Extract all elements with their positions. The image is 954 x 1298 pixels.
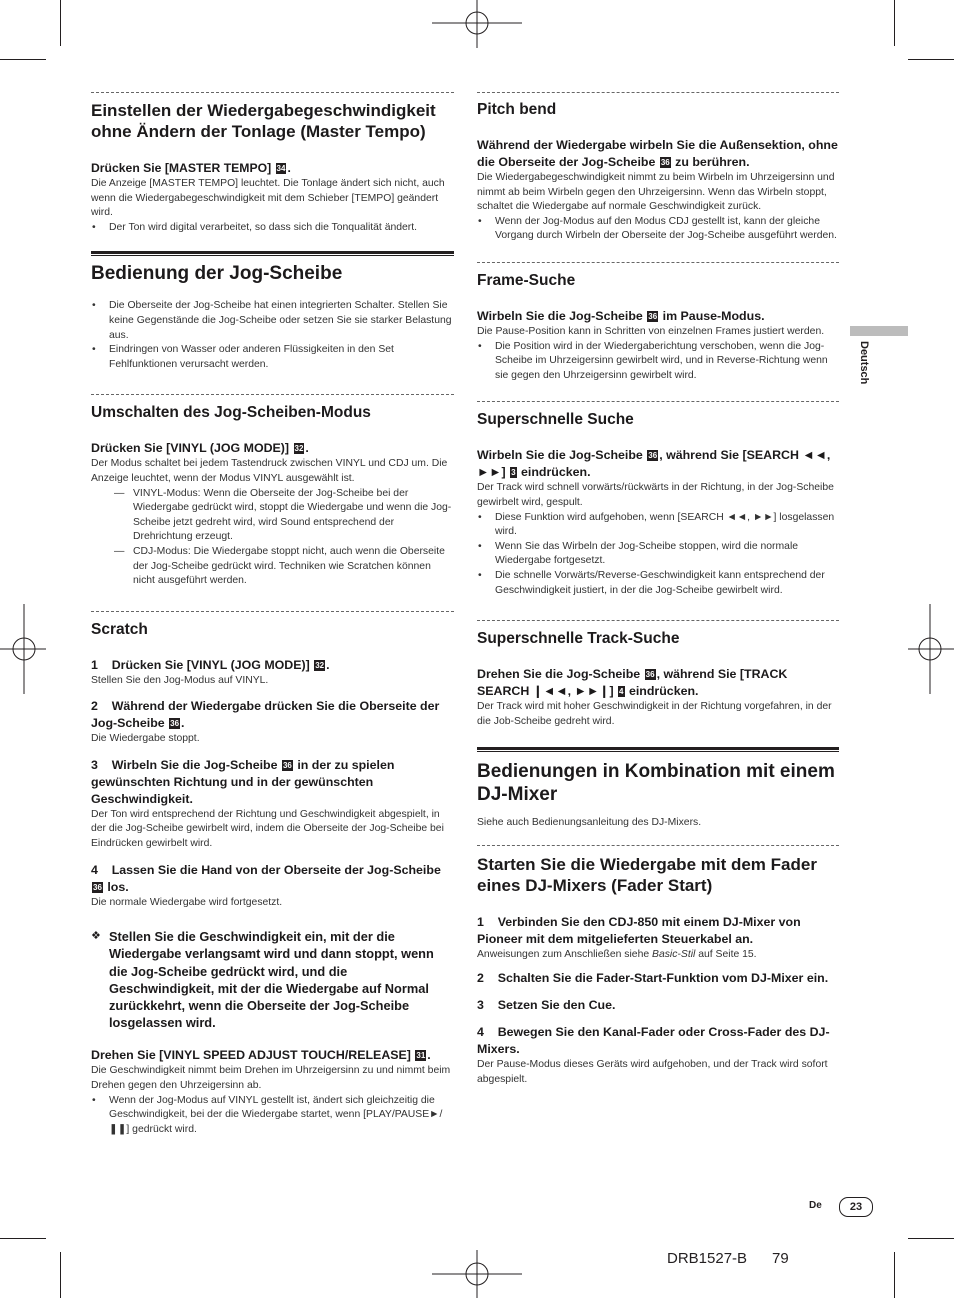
master-tempo-lead: Drücken Sie [MASTER TEMPO] 34 . bbox=[91, 161, 291, 175]
registration-mark-top bbox=[432, 0, 522, 50]
jog-mode-body: Der Modus schaltet bei jedem Tastendruck zwischen VINYL und CDJ um. Die Anzeige leuchtet, wenn der Modus VINYL ausgewählt ist. bbox=[91, 458, 448, 484]
jog-bullet: • Die Oberseite der Jog-Scheibe hat einen integrierten Schalter. Stellen Sie keine Gegenstände die Jog-Scheibe oder setzen Sie sie starker Belastung aus. bbox=[91, 299, 454, 343]
frame-bullet: • Die Position wird in der Wiedergaberichtung verschoben, wenn die Jog-Scheibe im Uhrzeigersinn gewirbelt wird, und in Reverse-Richtung wenn sie gegen den Uhrzeigersinn gewirbelt wird. bbox=[477, 340, 839, 384]
side-tab-bar bbox=[850, 326, 908, 336]
master-tempo-heading: Einstellen der Wiedergabegeschwindigkeit ohne Ändern der Tonlage (Master Tempo) bbox=[91, 101, 436, 141]
frame-lead: Wirbeln Sie die Jog-Scheibe 36 im Pause-Modus. bbox=[477, 308, 765, 323]
pitch-body: Die Wiedergabegeschwindigkeit nimmt zu beim Wirbeln im Uhrzeigersinn und nimmt ab beim Wirbeln gegen den Uhrzeigersinn. Wenn das Wirbeln stoppt, schaltet die Wiedergabe auf normale Geschwindigkeit zurück. bbox=[477, 172, 835, 213]
registration-mark-bottom bbox=[432, 1250, 522, 1298]
frame-heading: Frame-Suche bbox=[477, 271, 576, 289]
frame-section bbox=[477, 271, 839, 383]
super-body: Der Track wird schnell vorwärts/rückwärts in der Richtung, in der Jog-Scheibe gewirbelt wird, gespult. bbox=[477, 482, 834, 508]
fader-step: 4 Bewegen Sie den Kanal-Fader oder Cross-Fader des DJ-Mixers. Der Pause-Modus dieses Geräts wird aufgehoben, und der Track wird sofort abgespielt. bbox=[477, 1025, 830, 1086]
jog-bullet: • Eindringen von Wasser oder anderen Flüssigkeiten in den Set Fehlfunktionen verursacht werden. bbox=[91, 343, 454, 372]
super-bullet: • Wenn Sie das Wirbeln der Jog-Scheibe stoppen, wird die normale Wiedergabe fortgesetzt. bbox=[477, 540, 839, 569]
super-bullet: • Diese Funktion wird aufgehoben, wenn [SEARCH ◄◄, ►►] losgelassen wird. bbox=[477, 511, 839, 540]
super-heading: Superschnelle Suche bbox=[477, 411, 634, 429]
scratch-step: 4 Lassen Sie die Hand von der Oberseite der Jog-Scheibe 36 los. Die normale Wiedergabe wird fortgesetzt. bbox=[91, 862, 441, 908]
jog-mode-section bbox=[91, 403, 454, 588]
pitch-section bbox=[477, 100, 839, 244]
scratch-step: 3 Wirbeln Sie die Jog-Scheibe 36 in der zu spielen gewünschten Richtung und in der gewünschten Geschwindigkeit. Der Ton wird entsprechend der Richtung und Geschwindigkeit abgespielt, in der die Jog-Scheibe gewirbelt wird, indem die Oberseite der Jog-Scheibe bei Eindrücken gewirbelt wird. bbox=[91, 757, 444, 850]
super-bullet: • Die schnelle Vorwärts/Reverse-Geschwindigkeit kann entsprechend der Geschwindigkeit justiert, in der die Jog-Scheibe gewirbelt wird. bbox=[477, 569, 839, 598]
pitch-lead: Während der Wiedergabe wirbeln Sie die Außensektion, ohne die Oberseite der Jog-Scheibe 36 zu berühren. bbox=[477, 138, 838, 169]
jog-mode-dash: — VINYL-Modus: Wenn die Oberseite der Jog-Scheibe bei der Wiedergabe gedrückt wird, stoppt die Wiedergabe und wenn die Jog-Scheibe jetzt gedreht wird, wird Sound entsprechend der Drehrichtung erzeugt. bbox=[91, 487, 454, 545]
scratch-step: 2 Während der Wiedergabe drücken Sie die Oberseite der Jog-Scheibe 36 . Die Wiedergabe stoppt. bbox=[91, 699, 440, 745]
mixer-section bbox=[477, 760, 839, 831]
master-tempo-bullet: • Der Ton wird digital verarbeitet, so dass sich die Tonqualität ändert. bbox=[91, 221, 454, 236]
scratch-tip: ❖ Stellen Sie die Geschwindigkeit ein, mit der die Wiedergabe verlangsamt wird und dann stoppt, wenn die Jog-Scheibe gedrückt wird, und die Geschwindigkeit, mit der die Wiedergabe auf Normal zurückkehrt, wenn die Oberseite der Jog-Scheibe losgelassen wird. bbox=[91, 928, 454, 1031]
scratch-step: 1 Drücken Sie [VINYL (JOG MODE)] 32 . Stellen Sie den Jog-Modus auf VINYL. bbox=[91, 657, 330, 686]
track-body: Der Track wird mit hoher Geschwindigkeit in der Richtung vorgefahren, in der die Job-Scheibe gedreht wird. bbox=[477, 701, 832, 727]
scratch-heading: Scratch bbox=[91, 620, 148, 638]
track-section bbox=[477, 629, 839, 729]
fader-section bbox=[477, 854, 839, 1088]
track-heading: Superschnelle Track-Suche bbox=[477, 630, 680, 648]
master-tempo-body: Die Anzeige [MASTER TEMPO] leuchtet. Die Tonlage ändert sich nicht, auch wenn die Wiedergabegeschwindigkeit mit dem Schieber [TEMPO] geändert wird. bbox=[91, 178, 445, 219]
fader-step: 2 Schalten Sie die Fader-Start-Funktion vom DJ-Mixer ein. bbox=[477, 971, 829, 986]
pitch-bullet: • Wenn der Jog-Modus auf den Modus CDJ gestellt ist, kann der gleiche Vorgang durch Wirbeln der Oberseite der Jog-Scheibe ausgeführt werden. bbox=[477, 215, 839, 244]
jog-section bbox=[91, 262, 454, 372]
footer-lang: De bbox=[809, 1200, 822, 1211]
speed-adjust-body: Die Geschwindigkeit nimmt beim Drehen im Uhrzeigersinn zu und nimmt beim Drehen gegen den Uhrzeigersinn ab. bbox=[91, 1065, 451, 1092]
frame-body: Die Pause-Position kann in Schritten von einzelnen Frames justiert werden. bbox=[477, 325, 825, 337]
footer-total-page: 79 bbox=[772, 1250, 789, 1267]
footer-page-number: 23 bbox=[839, 1197, 873, 1217]
track-lead: Drehen Sie die Jog-Scheibe 36 , während Sie [TRACK SEARCH ❙◄◄, ►►❙] 4 eindrücken. bbox=[477, 667, 788, 699]
pitch-heading: Pitch bend bbox=[477, 101, 557, 118]
master-tempo-section bbox=[91, 100, 454, 235]
jog-heading: Bedienung der Jog-Scheibe bbox=[91, 263, 343, 285]
mixer-body: Siehe auch Bedienungsanleitung des DJ-Mixers. bbox=[477, 817, 702, 829]
fader-heading: Starten Sie die Wiedergabe mit dem Fader eines DJ-Mixers (Fader Start) bbox=[477, 854, 817, 895]
left-column bbox=[91, 86, 454, 1137]
registration-mark-left bbox=[0, 604, 48, 694]
jog-mode-lead: Drücken Sie [VINYL (JOG MODE)] 32 . bbox=[91, 441, 309, 456]
jog-mode-heading: Umschalten des Jog-Scheiben-Modus bbox=[91, 404, 371, 422]
fader-step: 1 Verbinden Sie den CDJ-850 mit einem DJ-Mixer von Pioneer mit dem mitgelieferten Steuerkabel an. Anweisungen zum Anschließen siehe Basic-Stil auf Seite 15. bbox=[477, 914, 801, 960]
super-lead: Wirbeln Sie die Jog-Scheibe 36 , während Sie [SEARCH ◄◄, ►►] 3 eindrücken. bbox=[477, 448, 831, 480]
speed-adjust-bullet: • Wenn der Jog-Modus auf VINYL gestellt ist, ändert sich gleichzeitig die Geschwindigkeit, bei der die Wiedergabe startet, wenn [PLAY/PAUSE►/❚❚] gedrückt wird. bbox=[91, 1094, 454, 1138]
mixer-heading: Bedienungen in Kombination mit einem DJ-Mixer bbox=[477, 761, 835, 806]
side-tab-language: Deutsch bbox=[858, 341, 870, 385]
super-section bbox=[477, 410, 839, 598]
speed-adjust-lead: Drehen Sie [VINYL SPEED ADJUST TOUCH/RELEASE] 31 . bbox=[91, 1048, 431, 1063]
scratch-section bbox=[91, 620, 454, 1138]
right-column bbox=[477, 86, 839, 1088]
footer-doc-code: DRB1527-B bbox=[667, 1250, 748, 1267]
registration-mark-right bbox=[906, 604, 954, 694]
jog-mode-dash: — CDJ-Modus: Die Wiedergabe stoppt nicht, auch wenn die Oberseite der Jog-Scheibe gedrückt wird. Techniken wie Scratchen können nicht ausgeführt werden. bbox=[91, 545, 454, 589]
fader-step: 3 Setzen Sie den Cue. bbox=[477, 998, 616, 1013]
